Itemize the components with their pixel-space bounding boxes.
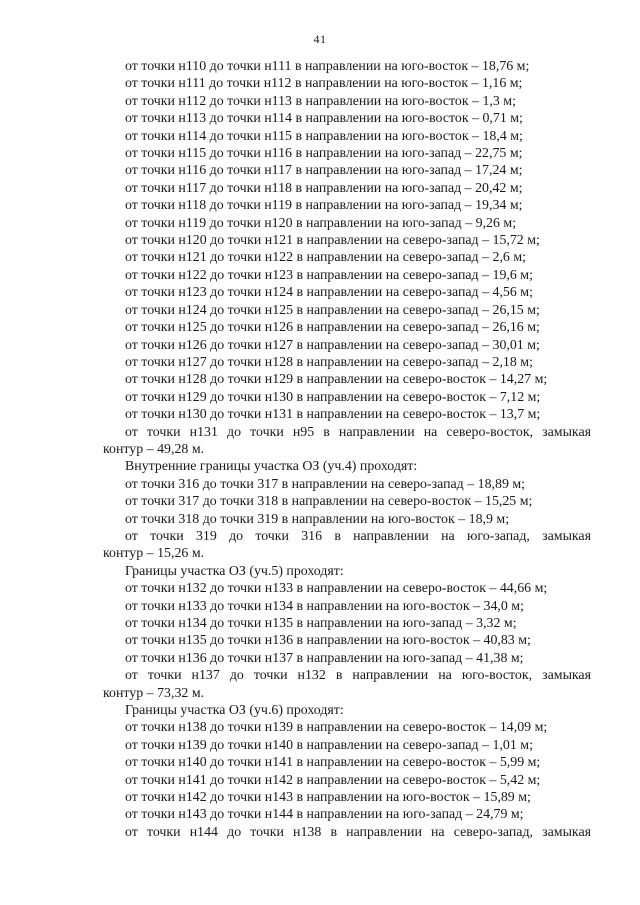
closing-paragraph [103, 667, 591, 702]
section-heading: Границы участка ОЗ (уч.5) проходят: [125, 563, 344, 579]
boundary-line: от точки н138 до точки н139 в направлении на северо-восток – 14,09 м; [125, 720, 548, 736]
boundary-line: от точки н119 до точки н120 в направлении на юго-запад – 9,26 м; [125, 215, 517, 231]
boundary-line: от точки н139 до точки н140 в направлении на северо-запад – 1,01 м; [125, 737, 533, 753]
boundary-line: от точки н111 до точки н112 в направлении на юго-восток – 1,16 м; [125, 76, 523, 92]
section-heading: Границы участка ОЗ (уч.6) проходят: [125, 703, 344, 719]
boundary-line: от точки н124 до точки н125 в направлении на северо-запад – 26,15 м; [125, 302, 540, 318]
boundary-line: от точки н140 до точки н141 в направлении на северо-восток – 5,99 м; [125, 755, 541, 771]
boundary-line: от точки н136 до точки н137 в направлении на юго-запад – 41,38 м; [125, 650, 524, 666]
boundary-line: от точки н128 до точки н129 в направлении на северо-восток – 14,27 м; [125, 372, 548, 388]
page-number: 41 [313, 32, 327, 46]
closing-line-first: от точки н144 до точки н138 в направлении на северо-запад, замыкая [125, 824, 591, 840]
closing-paragraph [103, 528, 591, 563]
section-heading: Внутренние границы участка ОЗ (уч.4) проходят: [125, 459, 418, 475]
boundary-line: от точки н129 до точки н130 в направлении на северо-восток – 7,12 м; [125, 389, 541, 405]
closing-paragraph [103, 424, 591, 459]
boundary-line: от точки н143 до точки н144 в направлении на юго-запад – 24,79 м; [125, 807, 524, 823]
boundary-line: от точки н112 до точки н113 в направлении на юго-восток – 1,3 м; [125, 93, 516, 109]
boundary-block-3 [103, 563, 591, 702]
boundary-line: от точки н133 до точки н134 в направлении на юго-восток – 34,0 м; [125, 598, 524, 614]
closing-line-rest: контур – 49,28 м. [103, 441, 205, 457]
boundary-line: от точки н110 до точки н111 в направлении на юго-восток – 18,76 м; [125, 59, 530, 74]
closing-line-rest: контур – 73,32 м. [103, 685, 205, 701]
boundary-line: от точки н142 до точки н143 в направлении на юго-восток – 15,89 м; [125, 790, 531, 806]
boundary-line: от точки н141 до точки н142 в направлении на северо-восток – 5,42 м; [125, 772, 541, 788]
boundary-line: от точки н116 до точки н117 в направлении на юго-запад – 17,24 м; [125, 163, 523, 179]
boundary-line: от точки н134 до точки н135 в направлении на юго-запад – 3,32 м; [125, 616, 517, 631]
boundary-line: от точки н132 до точки н133 в направлении на северо-восток – 44,66 м; [125, 581, 548, 597]
boundary-line: от точки н121 до точки н122 в направлении на северо-запад – 2,6 м; [125, 250, 526, 266]
boundary-line: от точки н126 до точки н127 в направлении на северо-запад – 30,01 м; [125, 337, 540, 353]
boundary-line: от точки н115 до точки н116 в направлении на юго-запад – 22,75 м; [125, 146, 523, 162]
boundary-line: от точки н113 до точки н114 в направлении на юго-восток – 0,71 м; [125, 111, 523, 127]
closing-line-first: от точки н137 до точки н132 в направлении на юго-восток, замыкая [125, 668, 591, 684]
closing-line-rest: контур – 15,26 м. [103, 546, 205, 562]
closing-paragraph [103, 824, 591, 841]
boundary-line: от точки 318 до точки 319 в направлении на юго-восток – 18,9 м; [125, 511, 510, 527]
boundary-line: от точки н120 до точки н121 в направлении на северо-запад – 15,72 м; [125, 233, 540, 249]
boundary-line: от точки н123 до точки н124 в направлении на северо-запад – 4,56 м; [125, 285, 533, 301]
boundary-line: от точки 316 до точки 317 в направлении на северо-запад – 18,89 м; [125, 476, 526, 492]
boundary-line: от точки н114 до точки н115 в направлении на юго-восток – 18,4 м; [125, 128, 523, 144]
boundary-line: от точки н122 до точки н123 в направлении на северо-запад – 19,6 м; [125, 267, 533, 283]
boundary-line: от точки н135 до точки н136 в направлении на юго-восток – 40,83 м; [125, 633, 531, 649]
boundary-line: от точки н118 до точки н119 в направлении на юго-запад – 19,34 м; [125, 198, 523, 214]
boundary-line: от точки н127 до точки н128 в направлении на северо-запад – 2,18 м; [125, 354, 533, 370]
boundary-line: от точки н117 до точки н118 в направлении на юго-запад – 20,42 м; [125, 180, 523, 196]
boundary-block-4 [103, 702, 591, 841]
boundary-line: от точки н125 до точки н126 в направлении на северо-запад – 26,16 м; [125, 320, 540, 336]
boundary-block-2 [103, 458, 591, 562]
boundary-block-1 [103, 58, 591, 458]
boundary-line: от точки 317 до точки 318 в направлении на северо-восток – 15,25 м; [125, 494, 533, 510]
closing-line-first: от точки н131 до точки н95 в направлении на северо-восток, замыкая [125, 424, 591, 440]
boundary-line: от точки н130 до точки н131 в направлении на северо-восток – 13,7 м; [125, 407, 541, 423]
document-body [103, 58, 591, 841]
closing-line-first: от точки 319 до точки 316 в направлении на юго-запад, замыкая [125, 528, 591, 544]
